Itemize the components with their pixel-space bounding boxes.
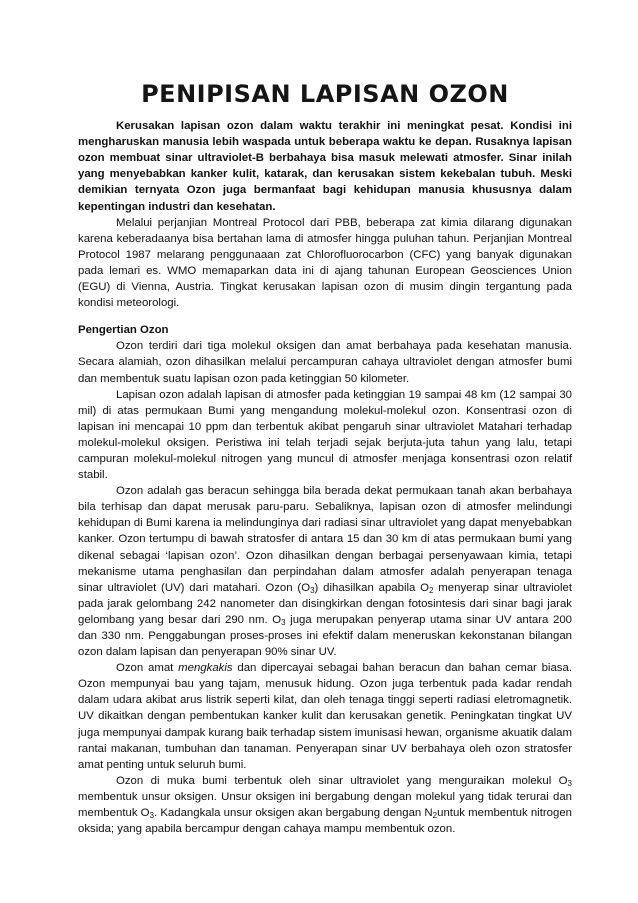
subscript: 2 — [432, 811, 438, 821]
subscript: 2 — [429, 585, 434, 595]
paragraph-5 — [78, 773, 572, 837]
paragraph-4-text-a: Ozon amat — [116, 662, 179, 675]
paragraph-5-text-b: membentuk unsur oksigen. Unsur oksigen ini bergabung dengan molekul yang tidak terurai dan membentuk O — [78, 790, 572, 820]
paragraph-5-text-d: untuk membentuk nitrogen oksida; yang apabila bercampur dengan cahaya mampu membentuk ozon. — [78, 807, 572, 836]
paragraph-3-text-c: menyerap sinar ultraviolet pada jarak gelombang 242 nanometer dan disingkirkan dengan fotosintesis dari sinar bagi jarak gelombang yang besar dari 290 nm. O — [78, 581, 572, 626]
section-heading: Pengertian Ozon — [78, 324, 169, 337]
document-title: PENIPISAN LAPISAN OZON — [141, 80, 509, 108]
paragraph-1: Ozon terdiri dari tiga molekul oksigen dan amat berbahaya pada kesehatan manusia. Secara alamiah, ozon dihasilkan melalui percampuran cahaya ultraviolet dengan atmosfer bumi dan membentuk suatu lapisan ozon pada ketinggian 50 kilometer. — [78, 340, 572, 385]
paragraph-3 — [78, 483, 572, 660]
subscript: 3 — [149, 811, 154, 821]
paragraph-3-text-b: ) dihasilkan apabila O — [314, 581, 430, 594]
paragraph-3-text-a: Ozon adalah gas beracun sehingga bila berada dekat permukaan tanah akan berbahaya bila terhisap dan dapat merusak paru-paru. Sebaliknya, lapisan ozon di atmosfer melindungi kehidupan di Bumi karena ia melindunginya dari radiasi sinar ultraviolet yang dapat menyebabkan kanker. Ozon tertumpu di bawah stratosfer di antara 15 dan 30 km di atas permukaan bumi yang dikenal sebagai ‘lapisan ozon’. Ozon dihasilkan dengan berbagai persenyawaan kimia, tetapi mekanisme utama penghasilan dan perpindahan dalam atmosfer adalah penyerapan tenaga sinar ultraviolet (UV) dari matahari. Ozon (O — [78, 485, 572, 594]
paragraph-5-text-c: . Kadangkala unsur oksigen akan bergabung dengan N — [154, 807, 433, 820]
paragraph-4 — [78, 660, 572, 773]
subscript: 3 — [281, 617, 286, 627]
subscript: 3 — [310, 585, 315, 595]
paragraph-4-text-b: dan dipercayai sebagai bahan beracun dan bahan cemar biasa. Ozon mempunyai bau yang tajam, menusuk hidung. Ozon juga terbentuk pada kadar rendah dalam udara akibat arus listrik seperti kilat, dan oleh tenaga tinggi seperti radiasi eletromagnetik. UV dikaitkan dengan pembentukan kanker kulit dan kerusakan genetik. Peningkatan tingkat UV juga mempunyai dampak kurang baik terhadap sistem imunisasi hewan, organisme akuatik dalam rantai makanan, tumbuhan dan tanaman. Penyerapan sinar UV berbahaya oleh ozon stratosfer amat penting untuk seluruh bumi. — [78, 662, 572, 771]
intro-paragraph-2: Melalui perjanjian Montreal Protocol dari PBB, beberapa zat kimia dilarang digunakan karena keberadaanya bisa bertahan lama di atmosfer hingga puluhan tahun. Perjanjian Montreal Protocol 1987 melarang penggunaaan zat Chlorofluorocarbon (CFC) yang banyak digunakan pada lemari es. WMO memaparkan data ini di ajang tahunan European Geosciences Union (EGU) di Vienna, Austria. Tingkat kerusakan lapisan ozon di musim dingin tergantung pada kondisi meteorologi. — [78, 216, 572, 310]
intro-bold-paragraph: Kerusakan lapisan ozon dalam waktu terakhir ini meningkat pesat. Kondisi ini mengharuskan manusia lebih waspada untuk beberapa waktu ke depan. Rusaknya lapisan ozon membuat sinar ultraviolet-B berbahaya bisa masuk melewati atmosfer. Sinar inilah yang menyebabkan kanker kulit, katarak, dan kerusakan sistem kekebalan tubuh. Meski demikian ternyata Ozon juga bermanfaat bagi kehidupan manusia khususnya dalam kepentingan industri dan kesehatan. — [78, 120, 572, 213]
italic-term: mengkakis — [178, 662, 233, 675]
paragraph-5-text-a: Ozon di muka bumi terbentuk oleh sinar ultraviolet yang menguraikan molekul O — [116, 774, 568, 787]
paragraph-2: Lapisan ozon adalah lapisan di atmosfer pada ketinggian 19 sampai 48 km (12 sampai 30 mil) di atas permukaan Bumi yang mengandung molekul-molekul ozon. Konsentrasi ozon di lapisan ini mencapai 10 ppm dan terbentuk akibat pengaruh sinar ultraviolet Matahari terhadap molekul-molekul oksigen. Peristiwa ini telah terjadi sejak berjuta-juta tahun yang lalu, tetapi campuran molekul-molekul nitrogen yang muncul di atmosfer menjaga konsentrasi ozon relatif stabil. — [78, 388, 572, 482]
paragraph-3-text-d: juga merupakan penyerap utama sinar UV antara 200 dan 330 nm. Penggabungan proses-proses ini efektif dalam meneruskan kekonstanan bilangan ozon dalam lapisan dan penyerapan 90% sinar UV. — [78, 613, 572, 659]
subscript: 3 — [567, 778, 572, 788]
